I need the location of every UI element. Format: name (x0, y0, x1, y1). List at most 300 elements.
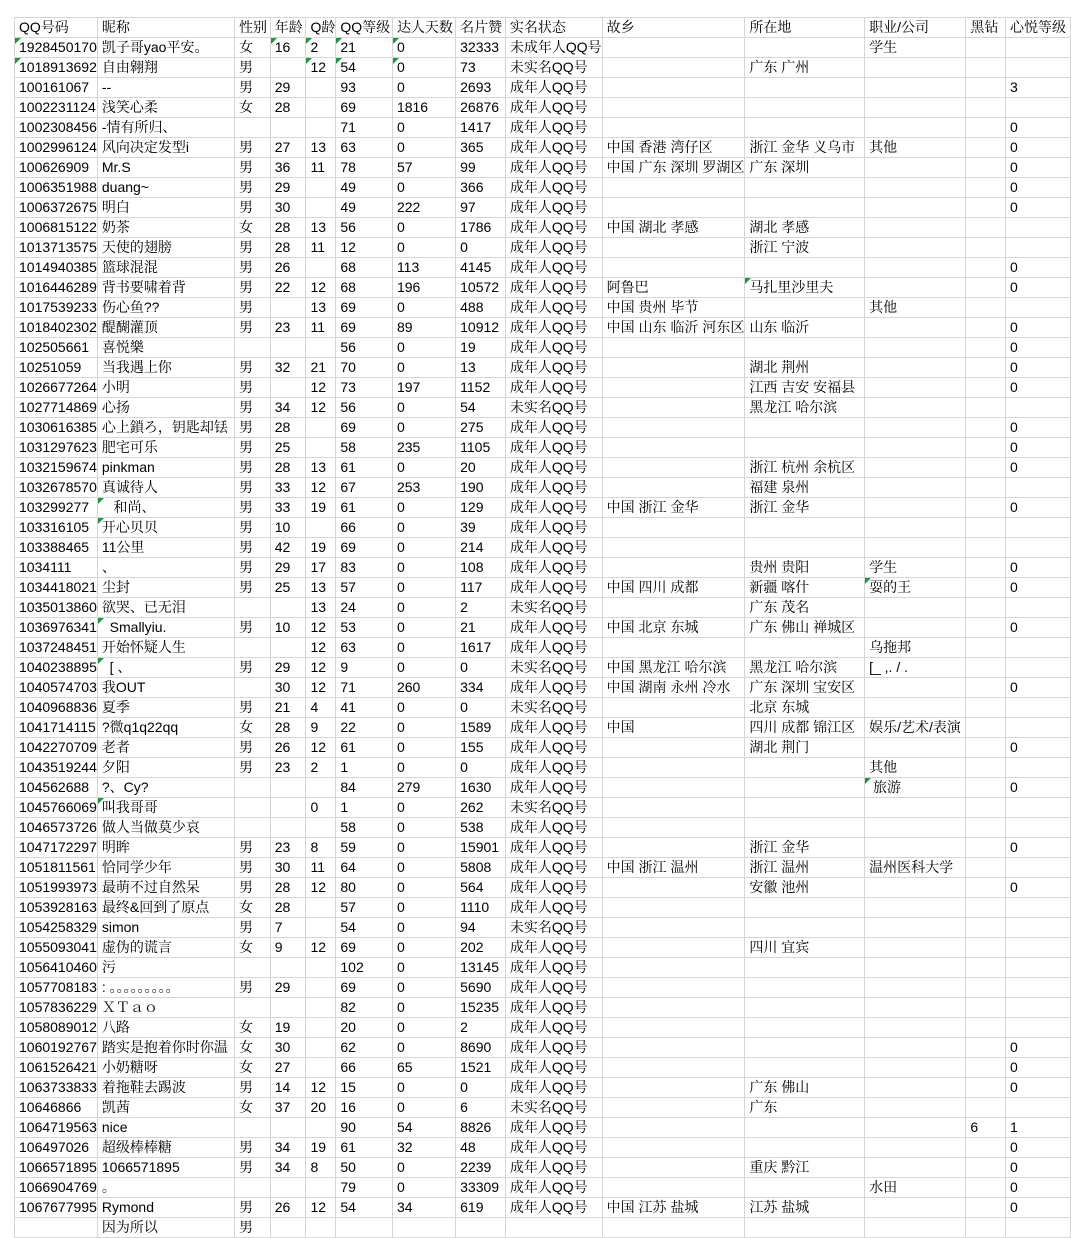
cell-hometown[interactable] (602, 918, 745, 938)
cell-gender[interactable]: 男 (234, 258, 270, 278)
cell-xinyue-level[interactable] (1006, 658, 1071, 678)
cell-daren-days[interactable]: 0 (392, 958, 455, 978)
cell-hometown[interactable] (602, 398, 745, 418)
cell-age[interactable] (270, 638, 306, 658)
cell-nickname[interactable]: 天使的翅膀 (97, 238, 234, 258)
cell-q-age[interactable] (306, 1118, 336, 1138)
cell-card-likes[interactable]: 2239 (456, 1158, 506, 1178)
cell-occupation[interactable] (865, 538, 966, 558)
cell-realname-status[interactable]: 未实名QQ号 (505, 598, 602, 618)
cell-q-age[interactable]: 20 (306, 1098, 336, 1118)
cell-q-age[interactable] (306, 978, 336, 998)
cell-age[interactable]: 16 (270, 38, 306, 58)
cell-q-age[interactable]: 11 (306, 158, 336, 178)
cell-qq-number[interactable]: 1043519244 (15, 758, 98, 778)
cell-q-age[interactable] (306, 98, 336, 118)
cell-q-age[interactable] (306, 338, 336, 358)
cell-qq-level[interactable]: 59 (336, 838, 393, 858)
cell-occupation[interactable] (865, 898, 966, 918)
cell-q-age[interactable]: 19 (306, 498, 336, 518)
cell-hometown[interactable] (602, 1118, 745, 1138)
cell-black-diamond[interactable] (966, 838, 1006, 858)
cell-black-diamond[interactable] (966, 258, 1006, 278)
cell-qq-number[interactable]: 10251059 (15, 358, 98, 378)
cell-location[interactable] (745, 118, 865, 138)
cell-age[interactable] (270, 998, 306, 1018)
cell-qq-number[interactable]: 10646866 (15, 1098, 98, 1118)
cell-nickname[interactable]: 小奶糖呀 (97, 1058, 234, 1078)
cell-black-diamond[interactable] (966, 1158, 1006, 1178)
cell-gender[interactable]: 男 (234, 878, 270, 898)
cell-realname-status[interactable]: 成年人QQ号 (505, 978, 602, 998)
cell-xinyue-level[interactable]: 3 (1006, 78, 1071, 98)
cell-realname-status[interactable]: 成年人QQ号 (505, 1118, 602, 1138)
cell-nickname[interactable]: 喜悦樂 (97, 338, 234, 358)
cell-occupation[interactable] (865, 378, 966, 398)
cell-xinyue-level[interactable] (1006, 718, 1071, 738)
cell-occupation[interactable] (865, 1078, 966, 1098)
cell-qq-number[interactable]: 1055093041 (15, 938, 98, 958)
column-header-card-likes[interactable]: 名片赞 (456, 18, 506, 38)
cell-card-likes[interactable]: 365 (456, 138, 506, 158)
column-header-location[interactable]: 所在地 (745, 18, 865, 38)
cell-card-likes[interactable]: 19 (456, 338, 506, 358)
cell-qq-number[interactable]: 1066571895 (15, 1158, 98, 1178)
cell-hometown[interactable] (602, 878, 745, 898)
cell-xinyue-level[interactable]: 0 (1006, 1178, 1071, 1198)
cell-gender[interactable] (234, 118, 270, 138)
cell-xinyue-level[interactable] (1006, 978, 1071, 998)
cell-qq-number[interactable]: 1018402302 (15, 318, 98, 338)
cell-hometown[interactable] (602, 338, 745, 358)
cell-age[interactable]: 10 (270, 618, 306, 638)
cell-age[interactable] (270, 118, 306, 138)
cell-card-likes[interactable]: 1521 (456, 1058, 506, 1078)
cell-q-age[interactable] (306, 118, 336, 138)
cell-black-diamond[interactable] (966, 278, 1006, 298)
cell-card-likes[interactable]: 20 (456, 458, 506, 478)
cell-nickname[interactable]: pinkman (97, 458, 234, 478)
cell-occupation[interactable] (865, 878, 966, 898)
cell-hometown[interactable] (602, 378, 745, 398)
cell-realname-status[interactable]: 成年人QQ号 (505, 1198, 602, 1218)
cell-qq-level[interactable]: 69 (336, 298, 393, 318)
cell-daren-days[interactable]: 0 (392, 598, 455, 618)
cell-black-diamond[interactable]: 6 (966, 1118, 1006, 1138)
cell-hometown[interactable] (602, 1098, 745, 1118)
cell-nickname[interactable]: 我OUT (97, 678, 234, 698)
cell-realname-status[interactable]: 成年人QQ号 (505, 1138, 602, 1158)
cell-qq-number[interactable]: 1002996124 (15, 138, 98, 158)
cell-card-likes[interactable]: 33309 (456, 1178, 506, 1198)
cell-qq-level[interactable]: 61 (336, 458, 393, 478)
cell-card-likes[interactable]: 155 (456, 738, 506, 758)
cell-hometown[interactable]: 中国 香港 湾仔区 (602, 138, 745, 158)
cell-card-likes[interactable]: 32333 (456, 38, 506, 58)
cell-card-likes[interactable]: 8690 (456, 1038, 506, 1058)
cell-xinyue-level[interactable] (1006, 58, 1071, 78)
cell-age[interactable] (270, 378, 306, 398)
cell-xinyue-level[interactable]: 0 (1006, 338, 1071, 358)
cell-location[interactable]: 四川 成都 锦江区 (745, 718, 865, 738)
cell-xinyue-level[interactable] (1006, 298, 1071, 318)
cell-age[interactable]: 26 (270, 258, 306, 278)
cell-gender[interactable]: 男 (234, 318, 270, 338)
cell-gender[interactable]: 男 (234, 398, 270, 418)
cell-occupation[interactable]: 学生 (865, 38, 966, 58)
cell-xinyue-level[interactable]: 0 (1006, 1058, 1071, 1078)
cell-q-age[interactable]: 17 (306, 558, 336, 578)
cell-realname-status[interactable]: 成年人QQ号 (505, 878, 602, 898)
cell-nickname[interactable]: 心上鎖ろ，钥匙却铥 (97, 418, 234, 438)
cell-gender[interactable]: 男 (234, 1138, 270, 1158)
cell-qq-level[interactable]: 66 (336, 518, 393, 538)
cell-xinyue-level[interactable] (1006, 598, 1071, 618)
cell-q-age[interactable]: 12 (306, 1078, 336, 1098)
cell-qq-number[interactable]: 1063733833 (15, 1078, 98, 1098)
cell-location[interactable]: 广东 佛山 (745, 1078, 865, 1098)
cell-card-likes[interactable]: 1152 (456, 378, 506, 398)
cell-card-likes[interactable]: 26876 (456, 98, 506, 118)
cell-qq-level[interactable]: 82 (336, 998, 393, 1018)
cell-black-diamond[interactable] (966, 458, 1006, 478)
cell-nickname[interactable]: -情有所归、 (97, 118, 234, 138)
cell-xinyue-level[interactable]: 0 (1006, 138, 1071, 158)
cell-xinyue-level[interactable]: 0 (1006, 378, 1071, 398)
cell-card-likes[interactable]: 13 (456, 358, 506, 378)
cell-nickname[interactable]: 虚伪的谎言 (97, 938, 234, 958)
cell-qq-number[interactable]: 1002308456 (15, 118, 98, 138)
column-header-daren-days[interactable]: 达人天数 (392, 18, 455, 38)
cell-daren-days[interactable]: 0 (392, 738, 455, 758)
cell-gender[interactable]: 男 (234, 558, 270, 578)
cell-realname-status[interactable]: 成年人QQ号 (505, 1178, 602, 1198)
cell-qq-level[interactable]: 56 (336, 218, 393, 238)
cell-hometown[interactable] (602, 758, 745, 778)
cell-qq-level[interactable]: 41 (336, 698, 393, 718)
cell-gender[interactable]: 男 (234, 858, 270, 878)
cell-black-diamond[interactable] (966, 478, 1006, 498)
cell-xinyue-level[interactable]: 0 (1006, 458, 1071, 478)
cell-black-diamond[interactable] (966, 1098, 1006, 1118)
cell-gender[interactable]: 男 (234, 918, 270, 938)
cell-daren-days[interactable]: 0 (392, 718, 455, 738)
cell-location[interactable] (745, 518, 865, 538)
cell-age[interactable] (270, 1118, 306, 1138)
cell-age[interactable]: 29 (270, 178, 306, 198)
cell-daren-days[interactable]: 1816 (392, 98, 455, 118)
cell-realname-status[interactable]: 成年人QQ号 (505, 618, 602, 638)
cell-qq-level[interactable]: 71 (336, 118, 393, 138)
cell-nickname[interactable]: Mr.S (97, 158, 234, 178)
cell-card-likes[interactable]: 1617 (456, 638, 506, 658)
cell-card-likes[interactable]: 0 (456, 658, 506, 678)
cell-q-age[interactable] (306, 1178, 336, 1198)
cell-q-age[interactable]: 13 (306, 578, 336, 598)
cell-qq-level[interactable]: 93 (336, 78, 393, 98)
cell-black-diamond[interactable] (966, 298, 1006, 318)
cell-realname-status[interactable]: 成年人QQ号 (505, 238, 602, 258)
cell-qq-number[interactable]: 103299277 (15, 498, 98, 518)
cell-nickname[interactable]: 着拖鞋去踢波 (97, 1078, 234, 1098)
cell-gender[interactable] (234, 998, 270, 1018)
cell-age[interactable]: 7 (270, 918, 306, 938)
cell-realname-status[interactable]: 未实名QQ号 (505, 58, 602, 78)
cell-q-age[interactable] (306, 258, 336, 278)
column-header-hometown[interactable]: 故乡 (602, 18, 745, 38)
cell-location[interactable]: 江苏 盐城 (745, 1198, 865, 1218)
cell-black-diamond[interactable] (966, 858, 1006, 878)
cell-q-age[interactable]: 2 (306, 758, 336, 778)
cell-location[interactable]: 马扎里沙里夫 (745, 278, 865, 298)
cell-card-likes[interactable]: 2 (456, 598, 506, 618)
cell-hometown[interactable]: 中国 (602, 718, 745, 738)
cell-location[interactable]: 浙江 宁波 (745, 238, 865, 258)
cell-location[interactable]: 广东 深圳 宝安区 (745, 678, 865, 698)
cell-daren-days[interactable]: 196 (392, 278, 455, 298)
cell-xinyue-level[interactable] (1006, 98, 1071, 118)
cell-card-likes[interactable]: 129 (456, 498, 506, 518)
cell-daren-days[interactable]: 54 (392, 1118, 455, 1138)
cell-q-age[interactable] (306, 818, 336, 838)
cell-age[interactable]: 30 (270, 1038, 306, 1058)
cell-qq-number[interactable]: 1051811561 (15, 858, 98, 878)
cell-age[interactable] (270, 338, 306, 358)
cell-daren-days[interactable]: 0 (392, 138, 455, 158)
cell-age[interactable]: 33 (270, 498, 306, 518)
cell-location[interactable] (745, 898, 865, 918)
cell-daren-days[interactable]: 0 (392, 878, 455, 898)
cell-nickname[interactable]: nice (97, 1118, 234, 1138)
cell-nickname[interactable]: 和尚、 (97, 498, 234, 518)
cell-black-diamond[interactable] (966, 438, 1006, 458)
cell-qq-level[interactable]: 69 (336, 98, 393, 118)
cell-gender[interactable] (234, 638, 270, 658)
cell-qq-level[interactable]: 79 (336, 1178, 393, 1198)
cell-qq-level[interactable]: 49 (336, 198, 393, 218)
cell-location[interactable] (745, 98, 865, 118)
cell-qq-number[interactable]: 104562688 (15, 778, 98, 798)
cell-gender[interactable]: 男 (234, 158, 270, 178)
cell-qq-level[interactable]: 1 (336, 758, 393, 778)
cell-hometown[interactable] (602, 118, 745, 138)
cell-gender[interactable]: 男 (234, 1158, 270, 1178)
cell-occupation[interactable]: 其他 (865, 298, 966, 318)
cell-black-diamond[interactable] (966, 778, 1006, 798)
column-header-qq-number[interactable]: QQ号码 (15, 18, 98, 38)
cell-q-age[interactable]: 12 (306, 478, 336, 498)
cell-nickname[interactable]: simon (97, 918, 234, 938)
cell-qq-number[interactable]: 1037248451 (15, 638, 98, 658)
cell-qq-number[interactable]: 1064719563 (15, 1118, 98, 1138)
cell-hometown[interactable] (602, 78, 745, 98)
cell-qq-level[interactable]: 69 (336, 418, 393, 438)
cell-nickname[interactable]: 踏实是抱着你时你温 (97, 1038, 234, 1058)
cell-black-diamond[interactable] (966, 198, 1006, 218)
cell-qq-number[interactable]: 1031297623 (15, 438, 98, 458)
cell-age[interactable]: 21 (270, 698, 306, 718)
cell-qq-level[interactable]: 9 (336, 658, 393, 678)
cell-xinyue-level[interactable]: 0 (1006, 1078, 1071, 1098)
cell-gender[interactable]: 女 (234, 1018, 270, 1038)
cell-q-age[interactable]: 19 (306, 1138, 336, 1158)
cell-age[interactable]: 32 (270, 358, 306, 378)
cell-black-diamond[interactable] (966, 1078, 1006, 1098)
cell-daren-days[interactable]: 0 (392, 858, 455, 878)
cell-daren-days[interactable]: 0 (392, 1018, 455, 1038)
cell-occupation[interactable] (865, 1098, 966, 1118)
cell-qq-level[interactable]: 69 (336, 938, 393, 958)
cell-occupation[interactable] (865, 918, 966, 938)
cell-gender[interactable]: 女 (234, 1038, 270, 1058)
cell-q-age[interactable]: 12 (306, 738, 336, 758)
cell-nickname[interactable]: 明白 (97, 198, 234, 218)
cell-qq-level[interactable]: 54 (336, 918, 393, 938)
cell-black-diamond[interactable] (966, 738, 1006, 758)
cell-daren-days[interactable]: 0 (392, 518, 455, 538)
cell-realname-status[interactable]: 成年人QQ号 (505, 1078, 602, 1098)
cell-realname-status[interactable]: 成年人QQ号 (505, 578, 602, 598)
cell-qq-level[interactable]: 62 (336, 1038, 393, 1058)
cell-hometown[interactable] (602, 478, 745, 498)
cell-card-likes[interactable]: 94 (456, 918, 506, 938)
cell-occupation[interactable] (865, 498, 966, 518)
cell-qq-number[interactable]: 1035013860 (15, 598, 98, 618)
cell-qq-level[interactable]: 61 (336, 1138, 393, 1158)
cell-xinyue-level[interactable] (1006, 238, 1071, 258)
cell-occupation[interactable]: 温州医科大学 (865, 858, 966, 878)
cell-location[interactable]: 浙江 金华 义乌市 (745, 138, 865, 158)
cell-qq-number[interactable]: 1034111 (15, 558, 98, 578)
cell-qq-number[interactable]: 1006372675 (15, 198, 98, 218)
cell-qq-level[interactable]: 69 (336, 978, 393, 998)
cell-card-likes[interactable]: 13145 (456, 958, 506, 978)
cell-location[interactable] (745, 1058, 865, 1078)
cell-black-diamond[interactable] (966, 498, 1006, 518)
cell-location[interactable] (745, 1018, 865, 1038)
cell-black-diamond[interactable] (966, 618, 1006, 638)
cell-realname-status[interactable]: 成年人QQ号 (505, 198, 602, 218)
cell-qq-level[interactable]: 69 (336, 538, 393, 558)
cell-location[interactable]: 浙江 金华 (745, 498, 865, 518)
cell-black-diamond[interactable] (966, 918, 1006, 938)
cell-nickname[interactable]: 浅笑心柔 (97, 98, 234, 118)
cell-qq-level[interactable]: 71 (336, 678, 393, 698)
cell-hometown[interactable] (602, 58, 745, 78)
cell-gender[interactable]: 男 (234, 838, 270, 858)
cell-occupation[interactable] (865, 478, 966, 498)
cell-occupation[interactable] (865, 198, 966, 218)
cell-qq-number[interactable]: 1006351988 (15, 178, 98, 198)
cell-q-age[interactable] (306, 1218, 336, 1238)
cell-location[interactable] (745, 958, 865, 978)
cell-hometown[interactable] (602, 838, 745, 858)
cell-realname-status[interactable]: 成年人QQ号 (505, 318, 602, 338)
cell-daren-days[interactable]: 0 (392, 978, 455, 998)
cell-gender[interactable]: 男 (234, 278, 270, 298)
cell-daren-days[interactable]: 0 (392, 118, 455, 138)
cell-black-diamond[interactable] (966, 218, 1006, 238)
cell-hometown[interactable]: 中国 广东 深圳 罗湖区 (602, 158, 745, 178)
cell-nickname[interactable]: [ 、 (97, 658, 234, 678)
cell-location[interactable]: 四川 宜宾 (745, 938, 865, 958)
cell-xinyue-level[interactable] (1006, 938, 1071, 958)
cell-hometown[interactable]: 中国 山东 临沂 河东区 (602, 318, 745, 338)
cell-gender[interactable]: 男 (234, 198, 270, 218)
cell-qq-level[interactable]: 63 (336, 138, 393, 158)
cell-card-likes[interactable]: 262 (456, 798, 506, 818)
cell-realname-status[interactable]: 成年人QQ号 (505, 338, 602, 358)
cell-realname-status[interactable]: 成年人QQ号 (505, 938, 602, 958)
cell-q-age[interactable]: 11 (306, 238, 336, 258)
cell-qq-level[interactable]: 24 (336, 598, 393, 618)
cell-card-likes[interactable]: 0 (456, 238, 506, 258)
cell-xinyue-level[interactable]: 0 (1006, 158, 1071, 178)
cell-hometown[interactable] (602, 458, 745, 478)
cell-realname-status[interactable]: 成年人QQ号 (505, 458, 602, 478)
cell-qq-number[interactable]: 1056410460 (15, 958, 98, 978)
cell-nickname[interactable]: ?、Cy? (97, 778, 234, 798)
cell-black-diamond[interactable] (966, 598, 1006, 618)
cell-occupation[interactable] (865, 978, 966, 998)
cell-nickname[interactable]: 做人当做莫少哀 (97, 818, 234, 838)
cell-q-age[interactable] (306, 958, 336, 978)
cell-daren-days[interactable]: 0 (392, 58, 455, 78)
cell-qq-number[interactable]: 103316105 (15, 518, 98, 538)
cell-xinyue-level[interactable] (1006, 638, 1071, 658)
cell-location[interactable]: 安徽 池州 (745, 878, 865, 898)
cell-qq-level[interactable]: 49 (336, 178, 393, 198)
cell-age[interactable]: 9 (270, 938, 306, 958)
cell-card-likes[interactable]: 619 (456, 1198, 506, 1218)
cell-daren-days[interactable]: 0 (392, 578, 455, 598)
cell-daren-days[interactable]: 0 (392, 658, 455, 678)
cell-gender[interactable]: 男 (234, 418, 270, 438)
cell-daren-days[interactable]: 89 (392, 318, 455, 338)
cell-daren-days[interactable]: 0 (392, 1158, 455, 1178)
cell-nickname[interactable]: ?微q1q22qq (97, 718, 234, 738)
cell-q-age[interactable] (306, 898, 336, 918)
cell-hometown[interactable] (602, 438, 745, 458)
cell-q-age[interactable] (306, 198, 336, 218)
cell-card-likes[interactable]: 488 (456, 298, 506, 318)
cell-realname-status[interactable] (505, 1218, 602, 1238)
cell-qq-number[interactable]: 1928450170 (15, 38, 98, 58)
cell-gender[interactable]: 男 (234, 238, 270, 258)
cell-gender[interactable]: 男 (234, 538, 270, 558)
cell-daren-days[interactable]: 0 (392, 458, 455, 478)
cell-daren-days[interactable]: 32 (392, 1138, 455, 1158)
cell-occupation[interactable] (865, 458, 966, 478)
cell-daren-days[interactable]: 34 (392, 1198, 455, 1218)
cell-nickname[interactable]: 开心贝贝 (97, 518, 234, 538)
cell-gender[interactable]: 女 (234, 38, 270, 58)
cell-q-age[interactable] (306, 418, 336, 438)
column-header-xinyue-level[interactable]: 心悦等级 (1006, 18, 1071, 38)
cell-hometown[interactable] (602, 1058, 745, 1078)
cell-xinyue-level[interactable]: 0 (1006, 198, 1071, 218)
cell-q-age[interactable] (306, 1018, 336, 1038)
cell-qq-number[interactable]: 103388465 (15, 538, 98, 558)
cell-xinyue-level[interactable]: 0 (1006, 578, 1071, 598)
cell-xinyue-level[interactable] (1006, 38, 1071, 58)
cell-realname-status[interactable]: 成年人QQ号 (505, 78, 602, 98)
cell-occupation[interactable] (865, 118, 966, 138)
cell-nickname[interactable]: 凯子哥yao平安。 (97, 38, 234, 58)
cell-realname-status[interactable]: 成年人QQ号 (505, 638, 602, 658)
cell-realname-status[interactable]: 未实名QQ号 (505, 398, 602, 418)
cell-black-diamond[interactable] (966, 1218, 1006, 1238)
